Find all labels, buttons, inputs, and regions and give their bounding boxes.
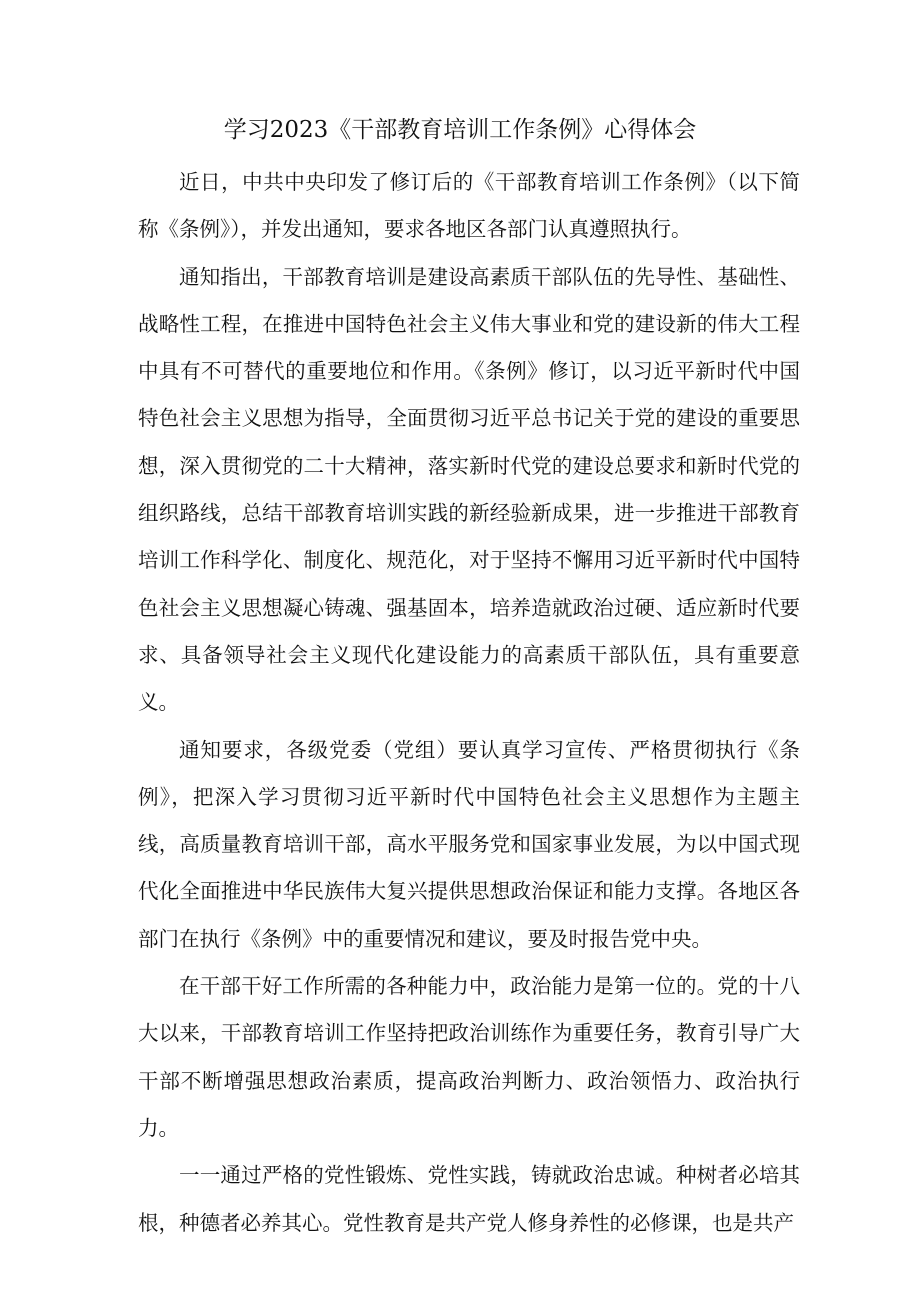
body-paragraph-3: 通知要求，各级党委（党组）要认真学习宣传、严格贯彻执行《条例》，把深入学习贯彻习近平新时代中国特色社会主义思想作为主题主线，高质量教育培训干部，高水平服务党和国家事业发展，为以中国式现代化全面推进中华民族伟大复兴提供思想政治保证和能力支撑。各地区各部门在执行《条例》中的重要情况和建议，要及时报告党中央。 <box>138 737 800 951</box>
body-paragraph-5: 一一通过严格的党性锻炼、党性实践，铸就政治忠诚。种树者必培其根，种德者必养其心。党性教育是共产党人修身养性的必修课，也是共产 <box>138 1163 800 1235</box>
document-body <box>138 159 800 1247</box>
body-paragraph-2: 通知指出，干部教育培训是建设高素质干部队伍的先导性、基础性、战略性工程，在推进中国特色社会主义伟大事业和党的建设新的伟大工程中具有不可替代的重要地位和作用。《条例》修订，以习近平新时代中国特色社会主义思想为指导，全面贯彻习近平总书记关于党的建设的重要思想，深入贯彻党的二十大精神，落实新时代党的建设总要求和新时代党的组织路线，总结干部教育培训实践的新经验新成果，进一步推进干部教育培训工作科学化、制度化、规范化，对于坚持不懈用习近平新时代中国特色社会主义思想凝心铸魂、强基固本，培养造就政治过硬、适应新时代要求、具备领导社会主义现代化建设能力的高素质干部队伍，具有重要意义。 <box>138 264 800 715</box>
document-title: 学习2023《干部教育培训工作条例》心得体会 <box>223 117 697 143</box>
body-paragraph-4: 在干部干好工作所需的各种能力中，政治能力是第一位的。党的十八大以来，干部教育培训工作坚持把政治训练作为重要任务，教育引导广大干部不断增强思想政治素质，提高政治判断力、政治领悟力、政治执行力。 <box>138 974 800 1140</box>
body-paragraph-1: 近日，中共中央印发了修订后的《干部教育培训工作条例》（以下简称《条例》），并发出通知，要求各地区各部门认真遵照执行。 <box>138 170 800 242</box>
